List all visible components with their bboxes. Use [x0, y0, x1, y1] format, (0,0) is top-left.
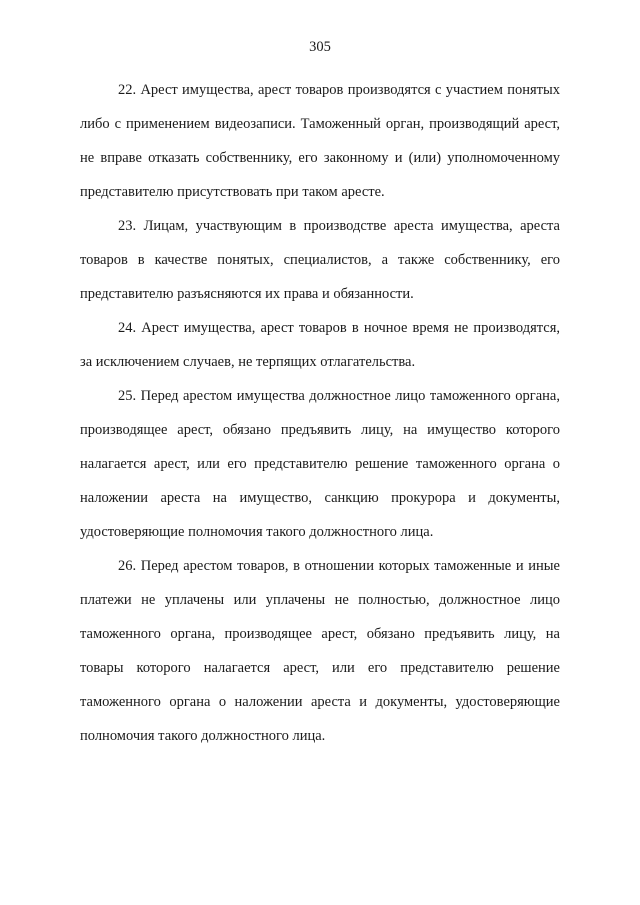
paragraph-26: 26. Перед арестом товаров, в отношении которых таможенные и иные платежи не уплачены или уплачены не полностью, должностное лицо таможенного органа, производящее арест, обязано предъявить лицу, на товары которого налагается арест, или его представителю решение таможенного органа о наложении ареста и документы, удостоверяющие полномочия такого должностного лица.: [80, 558, 560, 744]
paragraph-23: 23. Лицам, участвующим в производстве ареста имущества, ареста товаров в качестве понятых, специалистов, а также собственнику, его представителю разъясняются их права и обязанности.: [80, 218, 560, 302]
document-body: [80, 73, 560, 753]
paragraph-24: 24. Арест имущества, арест товаров в ночное время не производятся, за исключением случаев, не терпящих отлагательства.: [80, 320, 560, 370]
paragraph-25: 25. Перед арестом имущества должностное лицо таможенного органа, производящее арест, обязано предъявить лицу, на имущество которого налагается арест, или его представителю решение таможенного органа о наложении ареста на имущество, санкцию прокурора и документы, удостоверяющие полномочия такого должностного лица.: [80, 388, 560, 540]
paragraph-22: 22. Арест имущества, арест товаров производятся с участием понятых либо с применением видеозаписи. Таможенный орган, производящий арест, не вправе отказать собственнику, его законному и (или) уполномоченному представителю присутствовать при таком аресте.: [80, 82, 560, 200]
page-number: 305: [309, 39, 331, 55]
